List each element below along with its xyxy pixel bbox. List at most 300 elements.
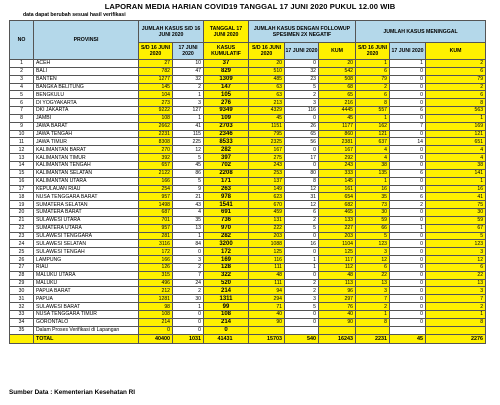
cell-sd16-recovered: 94 [249,287,285,295]
cell-cum-recovered: 654 [319,193,356,201]
cell-sd16-cases: 1277 [139,75,173,83]
cell-cum-deaths: 13 [426,279,486,287]
cell-jun17-recovered: 0 [285,232,319,240]
table-row [10,201,486,209]
cell-sd16-recovered: 510 [249,67,285,75]
total-sd16-cases: 40400 [139,334,173,343]
cell-cum-recovered: 297 [319,295,356,303]
cell-cumulative-cases: 397 [204,154,249,162]
cell-sd16-deaths: 1 [356,311,390,319]
cell-jun17-cases: 225 [173,138,204,146]
cell-jun17-cases: 35 [173,216,204,224]
cell-jun17-deaths [390,326,426,334]
cell-sd16-deaths: 3 [356,248,390,256]
cell-cumulative-cases: 169 [204,256,249,264]
cell-cum-recovered: 90 [319,318,356,326]
cell-cum-recovered: 161 [319,185,356,193]
cell-cum-recovered: 113 [319,279,356,287]
cell-cum-deaths: 8 [426,318,486,326]
cell-province: SULAWESI UTARA [34,216,139,224]
cell-jun17-deaths: 0 [390,114,426,122]
cell-province: JAMBI [34,114,139,122]
cell-cum-deaths: 141 [426,169,486,177]
cell-jun17-cases: 1 [173,232,204,240]
cell-sd16-deaths: 1 [356,60,390,68]
cell-no: 17 [10,185,34,193]
cell-jun17-cases: 0 [173,326,204,334]
cell-cum-recovered: 682 [319,201,356,209]
cell-sd16-recovered: 203 [249,232,285,240]
cell-cumulative-cases: 970 [204,224,249,232]
cell-jun17-recovered: 16 [285,240,319,248]
cell-province: KEPULAUAN RIAU [34,185,139,193]
cell-province: SULAWESI TENGGARA [34,232,139,240]
cell-cum-deaths: 22 [426,271,486,279]
cell-no: 23 [10,232,34,240]
cell-sd16-cases: 2122 [139,169,173,177]
cell-jun17-recovered: 0 [285,318,319,326]
cell-sd16-recovered: 111 [249,279,285,287]
cell-cumulative-cases: 736 [204,216,249,224]
total-cum-recovered: 16243 [319,334,356,343]
cell-jun17-deaths: 0 [390,232,426,240]
total-cumulative-cases: 41431 [204,334,249,343]
cell-sd16-recovered: 71 [249,303,285,311]
cell-cum-recovered: 542 [319,67,356,75]
cell-cumulative-cases: 263 [204,185,249,193]
cell-jun17-deaths: 0 [390,279,426,287]
cell-jun17-deaths: 0 [390,271,426,279]
cell-cum-deaths: 2 [426,303,486,311]
cell-cum-deaths: 75 [426,201,486,209]
cell-jun17-recovered: 26 [285,122,319,130]
cell-no: 13 [10,154,34,162]
cell-cum-deaths: 3 [426,248,486,256]
total-jun17-recovered: 540 [285,334,319,343]
cell-no: 4 [10,83,34,91]
table-row [10,99,486,107]
header-meninggal: JUMLAH KASUS MENINGGAL [356,21,486,43]
cell-jun17-recovered: 0 [285,161,319,169]
cell-jun17-deaths: 0 [390,240,426,248]
cell-province: SULAWESI SELATAN [34,240,139,248]
cell-jun17-deaths: 0 [390,216,426,224]
cell-cum-recovered: 125 [319,248,356,256]
cell-cumulative-cases: 702 [204,161,249,169]
cell-sd16-deaths: 8 [356,318,390,326]
cell-province: KALIMANTAN TIMUR [34,154,139,162]
cell-cum-deaths: 4 [426,154,486,162]
total-cum-deaths: 2276 [426,334,486,343]
cell-sd16-deaths: 2 [356,303,390,311]
cell-jun17-deaths: 0 [390,209,426,217]
cell-province: PAPUA [34,295,139,303]
cell-cum-deaths: 6 [426,263,486,271]
cell-sd16-deaths: 3 [356,287,390,295]
cell-sd16-recovered: 116 [249,256,285,264]
cell-jun17-recovered: 2 [285,216,319,224]
cell-sd16-recovered: 243 [249,161,285,169]
cell-cum-deaths: 6 [426,67,486,75]
cell-sd16-deaths: 162 [356,122,390,130]
cell-sd16-recovered: 294 [249,295,285,303]
cell-sd16-cases: 8308 [139,138,173,146]
cell-jun17-deaths: 1 [390,60,426,68]
cell-jun17-recovered: 80 [285,169,319,177]
cell-jun17-deaths: 14 [390,138,426,146]
cell-sd16-recovered: 795 [249,130,285,138]
cell-cum-deaths: 79 [426,75,486,83]
cell-jun17-cases: 12 [173,146,204,154]
cell-sd16-recovered: 485 [249,75,285,83]
cell-jun17-recovered: 12 [285,201,319,209]
cell-sd16-deaths: 6 [356,263,390,271]
cell-jun17-cases: 0 [173,311,204,319]
cell-jun17-deaths: 0 [390,311,426,319]
cell-sd16-deaths: 79 [356,75,390,83]
cell-sd16-deaths: 7 [356,295,390,303]
table-row [10,161,486,169]
header-jun17-meninggal: 17 JUNI 2020 [390,43,426,60]
cell-cum-recovered: 216 [319,99,356,107]
cell-no: 25 [10,248,34,256]
cell-cum-deaths: 41 [426,193,486,201]
table-row [10,224,486,232]
cell-no: 14 [10,161,34,169]
cell-jun17-recovered: 31 [285,193,319,201]
cell-jun17-cases: 3 [173,99,204,107]
table-row [10,216,486,224]
cell-no: 3 [10,75,34,83]
table-row [10,209,486,217]
table-row [10,177,486,185]
cell-sd16-deaths: 22 [356,271,390,279]
cell-sd16-cases: 9222 [139,107,173,115]
cell-cumulative-cases: 276 [204,99,249,107]
cell-cumulative-cases: 9349 [204,107,249,115]
cell-jun17-cases: 127 [173,107,204,115]
cell-cum-recovered: 333 [319,169,356,177]
cell-sd16-recovered: 459 [249,209,285,217]
cell-cum-recovered: 227 [319,224,356,232]
cell-jun17-cases: 86 [173,169,204,177]
cell-cumulative-cases: 147 [204,83,249,91]
cell-sd16-cases: 273 [139,99,173,107]
cell-sd16-recovered: 90 [249,318,285,326]
cell-jun17-recovered: 12 [285,185,319,193]
cell-no: 34 [10,318,34,326]
cell-jun17-cases: 0 [173,248,204,256]
cell-sd16-cases: 1281 [139,295,173,303]
cell-cum-deaths [426,326,486,334]
cell-jun17-cases: 4 [173,209,204,217]
cell-jun17-recovered: 1 [285,263,319,271]
cell-jun17-recovered: 2 [285,279,319,287]
cell-sd16-cases: 2231 [139,130,173,138]
cell-jun17-deaths: 0 [390,256,426,264]
cell-jun17-cases: 2 [173,287,204,295]
cell-cum-recovered: 65 [319,91,356,99]
cell-sd16-cases: 496 [139,279,173,287]
cell-jun17-cases: 10 [173,60,204,68]
cell-cumulative-cases: 105 [204,91,249,99]
report-subtitle: data dapat berubah sesuai hasil verifikasi [23,12,126,18]
cell-no: 24 [10,240,34,248]
cell-cumulative-cases: 322 [204,271,249,279]
cell-sd16-recovered: 149 [249,185,285,193]
cell-no: 15 [10,169,34,177]
cell-cum-deaths: 169 [426,122,486,130]
cell-province: DKI JAKARTA [34,107,139,115]
cell-cum-deaths: 6 [426,91,486,99]
header-followup: JUMLAH KASUS DENGAN FOLLOWUP SPESIMEN 2X NEGATIF [249,21,356,43]
cell-jun17-deaths: 6 [390,107,426,115]
cell-cum-deaths: 651 [426,138,486,146]
cell-jun17-deaths: 0 [390,303,426,311]
total-jun17-deaths: 45 [390,334,426,343]
cell-no: 33 [10,311,34,319]
cell-province: SUMATERA SELATAN [34,201,139,209]
cell-sd16-cases: 126 [139,263,173,271]
cell-jun17-cases: 3 [173,256,204,264]
cell-cum-recovered: 20 [319,60,356,68]
cell-jun17-recovered: 1 [285,256,319,264]
cell-sd16-recovered: 670 [249,201,285,209]
table-row [10,279,486,287]
table-row [10,303,486,311]
cell-cum-deaths: 3 [426,287,486,295]
cell-cumulative-cases: 282 [204,232,249,240]
cell-cum-recovered: 133 [319,216,356,224]
cell-sd16-deaths: 4 [356,154,390,162]
cell-jun17-cases: 1 [173,114,204,122]
cell-cum-recovered: 203 [319,232,356,240]
cell-jun17-deaths: 6 [390,169,426,177]
cell-jun17-deaths: 6 [390,193,426,201]
cell-cumulative-cases: 829 [204,67,249,75]
cell-sd16-deaths: 13 [356,279,390,287]
cell-sd16-cases: 281 [139,232,173,240]
header-provinsi: PROVINSI [34,21,139,60]
cell-province: MALUKU [34,279,139,287]
cell-province: SULAWESI TENGAH [34,248,139,256]
cell-cum-deaths: 30 [426,209,486,217]
cell-sd16-recovered: 20 [249,60,285,68]
cell-sd16-deaths: 1 [356,177,390,185]
cell-jun17-cases: 115 [173,130,204,138]
cell-sd16-cases: 172 [139,248,173,256]
cell-cum-recovered [319,326,356,334]
cell-jun17-recovered: 3 [285,295,319,303]
table-row [10,75,486,83]
header-sd16-followup: S/D 16 JUNI 2020 [249,43,285,60]
cell-province: LAMPUNG [34,256,139,264]
cell-cum-deaths: 1 [426,177,486,185]
cell-sd16-cases: 98 [139,303,173,311]
cell-jun17-deaths: 0 [390,67,426,75]
cell-sd16-recovered: 275 [249,154,285,162]
cell-jun17-recovered: 0 [285,114,319,122]
table-row [10,295,486,303]
cell-jun17-deaths: 0 [390,75,426,83]
cell-no: 8 [10,114,34,122]
cell-no: 2 [10,67,34,75]
table-row [10,248,486,256]
cell-cum-deaths: 1 [426,311,486,319]
header-jun17-kasus: 17 JUNI 2020 [173,43,204,60]
cell-sd16-recovered [249,326,285,334]
cell-jun17-cases: 45 [173,161,204,169]
cell-cumulative-cases: 37 [204,60,249,68]
cell-jun17-cases: 1 [173,303,204,311]
cell-jun17-cases: 2 [173,263,204,271]
cell-province: NUSA TENGGARA TIMUR [34,311,139,319]
cell-jun17-deaths: 1 [390,224,426,232]
total-jun17-cases: 1031 [173,334,204,343]
cell-no: 29 [10,279,34,287]
cell-cum-recovered: 45 [319,114,356,122]
cell-cum-deaths: 1 [426,114,486,122]
cell-jun17-recovered: 0 [285,311,319,319]
cell-sd16-deaths: 73 [356,201,390,209]
cell-jun17-recovered: 0 [285,146,319,154]
cell-sd16-recovered: 45 [249,114,285,122]
cell-cum-recovered: 112 [319,263,356,271]
table-body [10,60,486,344]
cell-jun17-cases: 5 [173,154,204,162]
cell-sd16-deaths: 1 [356,114,390,122]
cell-sd16-cases: 1498 [139,201,173,209]
cell-province: DI YOGYAKARTA [34,99,139,107]
cell-cum-deaths: 563 [426,107,486,115]
table-row [10,67,486,75]
cell-cum-deaths: 2 [426,83,486,91]
cell-jun17-recovered: 5 [285,83,319,91]
cell-sd16-cases: 104 [139,91,173,99]
cell-jun17-cases: 13 [173,224,204,232]
cell-sd16-cases: 214 [139,318,173,326]
cell-no: 26 [10,256,34,264]
cell-sd16-recovered: 1088 [249,240,285,248]
cell-sd16-cases: 2662 [139,122,173,130]
cell-cumulative-cases: 109 [204,114,249,122]
cell-province: BALI [34,67,139,75]
cell-sd16-recovered: 137 [249,177,285,185]
cell-cumulative-cases: 128 [204,263,249,271]
cell-cum-recovered: 68 [319,83,356,91]
cell-province: BENGKULU [34,91,139,99]
cell-cum-recovered: 4445 [319,107,356,115]
cell-jun17-cases: 30 [173,295,204,303]
cell-jun17-recovered: 116 [285,107,319,115]
cell-cum-deaths: 123 [426,240,486,248]
cell-province: ACEH [34,60,139,68]
cell-sd16-deaths: 557 [356,107,390,115]
table-row [10,122,486,130]
cell-jun17-recovered: 56 [285,138,319,146]
cell-jun17-deaths: 0 [390,177,426,185]
table-row [10,232,486,240]
cell-no: 12 [10,146,34,154]
cell-province: JAWA TIMUR [34,138,139,146]
cell-sd16-deaths: 2 [356,83,390,91]
cell-province: KALIMANTAN TENGAH [34,161,139,169]
cell-sd16-cases: 701 [139,216,173,224]
cell-no: 20 [10,209,34,217]
cell-cum-deaths: 8 [426,99,486,107]
cell-sd16-recovered: 125 [249,248,285,256]
table-row [10,256,486,264]
cell-jun17-cases: 21 [173,193,204,201]
cell-jun17-deaths: 0 [390,130,426,138]
cell-no: 27 [10,263,34,271]
table-row [10,91,486,99]
cell-sd16-cases: 392 [139,154,173,162]
cell-sd16-recovered: 63 [249,83,285,91]
cell-cumulative-cases: 520 [204,279,249,287]
cell-sd16-cases: 108 [139,114,173,122]
cell-province: BANTEN [34,75,139,83]
cell-jun17-recovered [285,326,319,334]
table-row [10,154,486,162]
report-title: LAPORAN MEDIA HARIAN COVID19 TANGGAL 17 JUNI 2020 PUKUL 12.00 WIB [104,2,396,11]
cell-cum-recovered: 1104 [319,240,356,248]
cell-sd16-recovered: 213 [249,99,285,107]
cell-no: 16 [10,177,34,185]
cell-jun17-cases: 24 [173,279,204,287]
cell-sd16-cases: 145 [139,83,173,91]
header-sd16-kasus: S/D 16 JUNI 2020 [139,43,173,60]
table-row [10,271,486,279]
cell-jun17-deaths: 0 [390,146,426,154]
cell-no: 22 [10,224,34,232]
table-row [10,138,486,146]
cell-cum-recovered: 1177 [319,122,356,130]
cell-cumulative-cases: 2208 [204,169,249,177]
cell-cum-recovered: 292 [319,154,356,162]
cell-jun17-recovered: 65 [285,130,319,138]
cell-cum-recovered: 145 [319,177,356,185]
cell-sd16-cases: 315 [139,271,173,279]
cell-jun17-cases: 1 [173,91,204,99]
cell-jun17-recovered: 8 [285,177,319,185]
cell-sd16-deaths: 6 [356,91,390,99]
cell-sd16-deaths: 66 [356,224,390,232]
cell-sd16-deaths: 637 [356,138,390,146]
table-row [10,114,486,122]
cell-sd16-deaths: 5 [356,232,390,240]
cell-jun17-cases: 32 [173,75,204,83]
cell-cum-recovered: 167 [319,146,356,154]
total-label: TOTAL [34,334,139,343]
total-no [10,334,34,343]
cell-sd16-cases: 166 [139,256,173,264]
cell-sd16-recovered: 4329 [249,107,285,115]
cell-cum-deaths: 5 [426,232,486,240]
header-tanggal: TANGGAL 17 JUNI 2020 [204,21,249,43]
cell-no: 32 [10,303,34,311]
cell-no: 28 [10,271,34,279]
cell-jun17-deaths: 0 [390,248,426,256]
cell-cumulative-cases: 3200 [204,240,249,248]
cell-sd16-deaths: 59 [356,216,390,224]
cell-jun17-deaths: 0 [390,295,426,303]
cell-no: 6 [10,99,34,107]
cell-jun17-recovered: 17 [285,154,319,162]
cell-province: SUMATERA UTARA [34,224,139,232]
cell-cumulative-cases: 99 [204,303,249,311]
cell-sd16-deaths: 8 [356,99,390,107]
